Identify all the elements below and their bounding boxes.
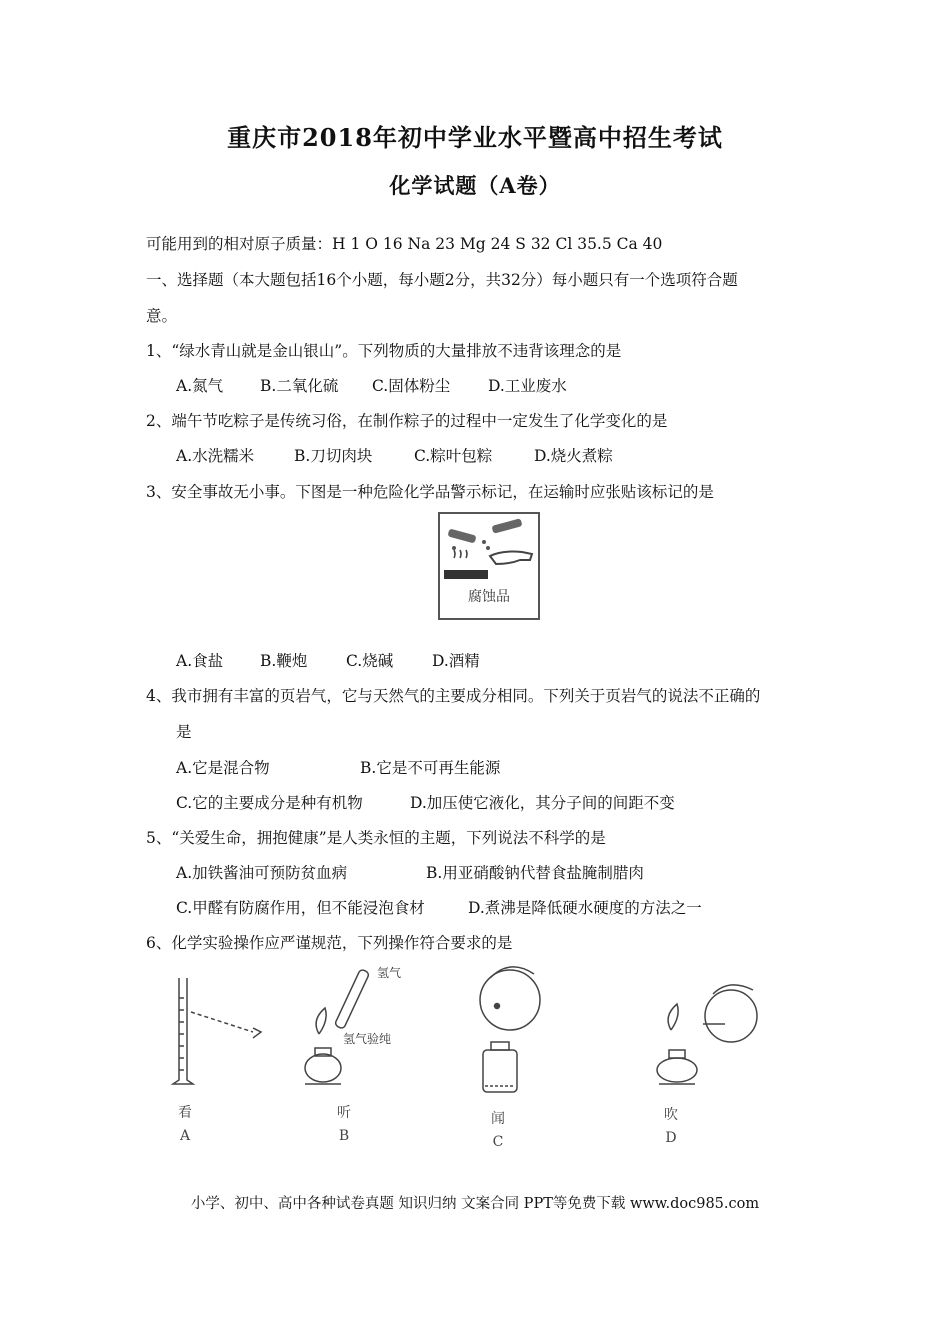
caption-d: 吹 [664, 1107, 678, 1123]
q1-option-d: D.工业废水 [488, 377, 567, 395]
exam-title: 重庆市2018年初中学业水平暨高中招生考试 [227, 123, 723, 152]
q3-option-c: C.烧碱 [346, 652, 394, 670]
q2-option-c: C.粽叶包粽 [414, 447, 493, 465]
question-3: 3、安全事故无小事。下图是一种危险化学品警示标记，在运输时应张贴该标记的是 [146, 483, 714, 501]
q3-option-d: D.酒精 [432, 652, 480, 670]
footer-banner: 小学、初中、高中各种试卷真题 知识归纳 文案合同 PPT等免费下载 www.doc985.com [190, 1196, 760, 1212]
q3-option-a: A.食盐 [176, 652, 224, 670]
question-2: 2、端午节吃粽子是传统习俗，在制作粽子的过程中一定发生了化学变化的是 [146, 412, 668, 430]
hydrogen-test-label: 氢气验纯 [343, 1032, 392, 1046]
hydrogen-label: 氢气 [377, 966, 402, 980]
caption-b: 听 [337, 1105, 351, 1121]
q5-option-c: C.甲醛有防腐作用，但不能浸泡食材 [176, 899, 425, 917]
section-heading: 一、选择题（本大题包括16个小题，每小题2分，共32分）每小题只有一个选项符合题 [146, 271, 738, 289]
lab-operations-drawing [165, 958, 765, 1158]
q4-option-b: B.它是不可再生能源 [360, 759, 501, 777]
corrosive-pictogram [440, 514, 538, 584]
question-5: 5、“关爱生命，拥抱健康”是人类永恒的主题，下列说法不科学的是 [146, 829, 606, 847]
q1-option-a: A.氮气 [176, 377, 224, 395]
letter-d: D [665, 1130, 677, 1146]
q3-option-b: B.鞭炮 [260, 652, 308, 670]
q1-option-b: B.二氧化硫 [260, 377, 339, 395]
q5-option-b: B.用亚硝酸钠代替食盐腌制腊肉 [426, 864, 644, 882]
q2-option-a: A.水洗糯米 [176, 447, 255, 465]
q4-option-c: C.它的主要成分是种有机物 [176, 794, 363, 812]
q5-option-a: A.加铁酱油可预防贫血病 [176, 864, 348, 882]
question-4: 4、我市拥有丰富的页岩气，它与天然气的主要成分相同。下列关于页岩气的说法不正确的 [146, 687, 761, 705]
letter-a: A [179, 1128, 191, 1144]
q1-option-c: C.固体粉尘 [372, 377, 451, 395]
q2-option-d: D.烧火煮粽 [534, 447, 613, 465]
letter-b: B [338, 1128, 350, 1144]
question-4-cont: 是 [176, 723, 192, 741]
q4-option-a: A.它是混合物 [176, 759, 270, 777]
letter-c: C [492, 1134, 504, 1150]
exam-subtitle: 化学试题（A卷） [389, 173, 561, 198]
caption-c: 闻 [491, 1111, 505, 1127]
lab-operations-figure [165, 958, 765, 1158]
caption-a: 看 [178, 1105, 192, 1121]
atomic-masses: 可能用到的相对原子质量：H 1 O 16 Na 23 Mg 24 S 32 Cl 35.5 Ca 40 [146, 235, 663, 253]
question-1: 1、“绿水青山就是金山银山”。下列物质的大量排放不违背该理念的是 [146, 342, 622, 360]
q4-option-d: D.加压使它液化，其分子间的间距不变 [410, 794, 675, 812]
q5-option-d: D.煮沸是降低硬水硬度的方法之一 [468, 899, 702, 917]
sign-label: 腐蚀品 [468, 589, 510, 605]
q2-option-b: B.刀切肉块 [294, 447, 373, 465]
corrosive-warning-sign [438, 512, 540, 620]
section-heading-cont: 意。 [146, 307, 178, 325]
question-6: 6、化学实验操作应严谨规范，下列操作符合要求的是 [146, 934, 513, 952]
